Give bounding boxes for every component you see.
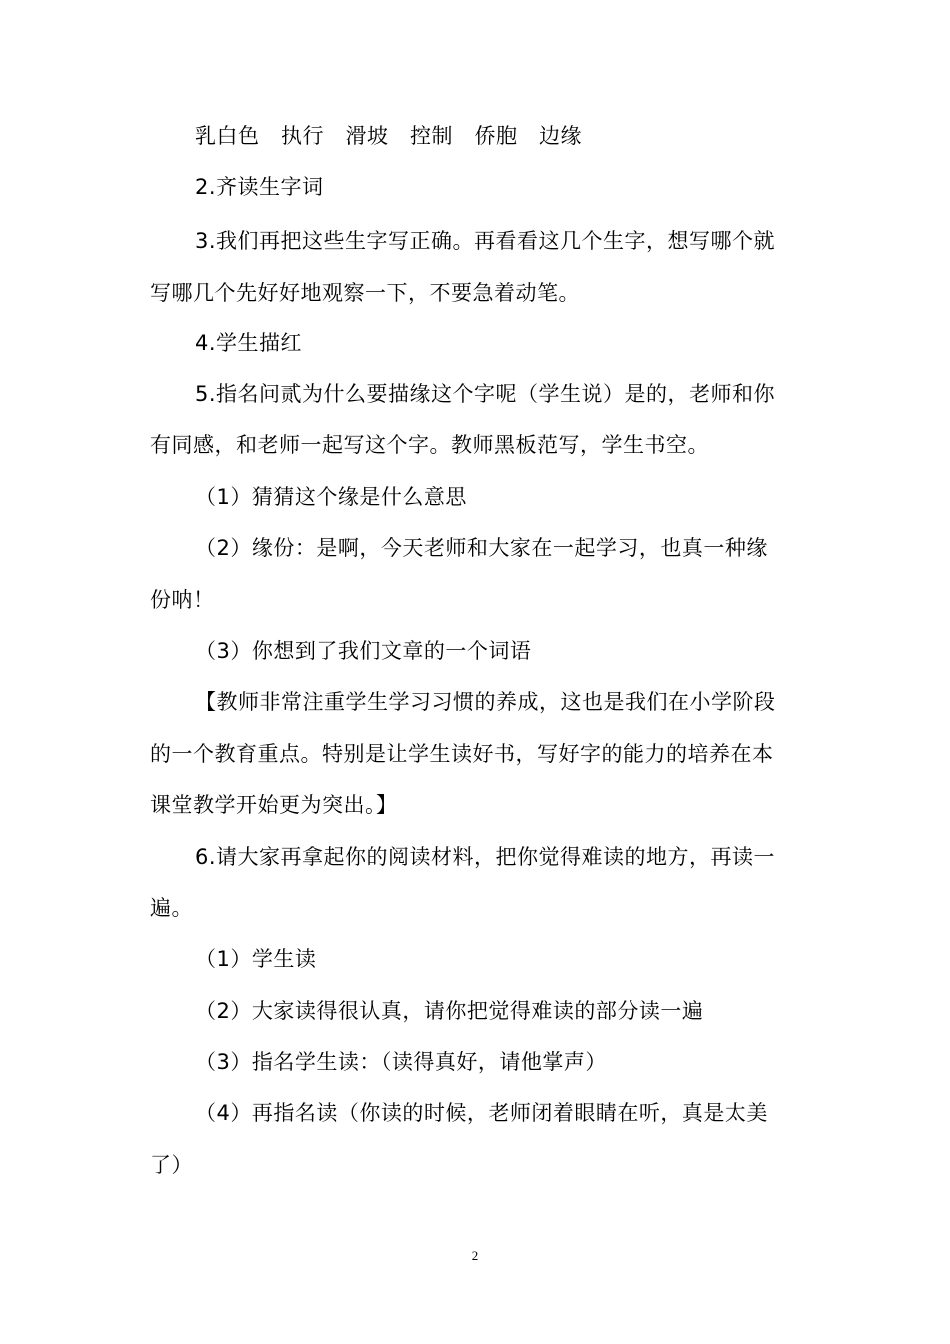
paragraph-line: 有同感，和老师一起写这个字。教师黑板范写，学生书空。 bbox=[150, 433, 709, 457]
paragraph-line: 4.学生描红 bbox=[195, 331, 303, 355]
paragraph-line: 3.我们再把这些生字写正确。再看看这几个生字，想写哪个就 bbox=[195, 229, 776, 253]
paragraph-line: （2）缘份：是啊，今天老师和大家在一起学习，也真一种缘 bbox=[195, 536, 768, 560]
page-number: 2 bbox=[471, 1248, 479, 1263]
paragraph-line: （3）指名学生读：（读得真好，请他掌声） bbox=[195, 1050, 607, 1074]
commentary-line: 的一个教育重点。特别是让学生读好书，写好字的能力的培养在本 bbox=[150, 742, 774, 766]
paragraph-line: 2.齐读生字词 bbox=[195, 175, 324, 199]
commentary-line: 【教师非常注重学生学习习惯的养成，这也是我们在小学阶段 bbox=[195, 690, 776, 714]
vocabulary-line: 乳白色 执行 滑坡 控制 侨胞 边缘 bbox=[195, 124, 582, 148]
paragraph-line: 了） bbox=[150, 1153, 193, 1177]
paragraph-line: （3）你想到了我们文章的一个词语 bbox=[195, 639, 532, 663]
paragraph-line: （1）学生读 bbox=[195, 947, 317, 971]
paragraph-line: （1）猜猜这个缘是什么意思 bbox=[195, 485, 467, 509]
paragraph-line: 写哪几个先好好地观察一下，不要急着动笔。 bbox=[150, 281, 580, 305]
commentary-line: 课堂教学开始更为突出。】 bbox=[150, 793, 398, 817]
paragraph-line: 5.指名问贰为什么要描缘这个字呢（学生说）是的，老师和你 bbox=[195, 382, 776, 406]
paragraph-line: （4）再指名读（你读的时候，老师闭着眼睛在听，真是太美 bbox=[195, 1101, 768, 1125]
paragraph-line: （2）大家读得很认真，请你把觉得难读的部分读一遍 bbox=[195, 999, 704, 1023]
paragraph-line: 份呐！ bbox=[150, 588, 215, 612]
paragraph-line: 遍。 bbox=[150, 896, 193, 920]
paragraph-line: 6.请大家再拿起你的阅读材料，把你觉得难读的地方，再读一 bbox=[195, 845, 776, 869]
